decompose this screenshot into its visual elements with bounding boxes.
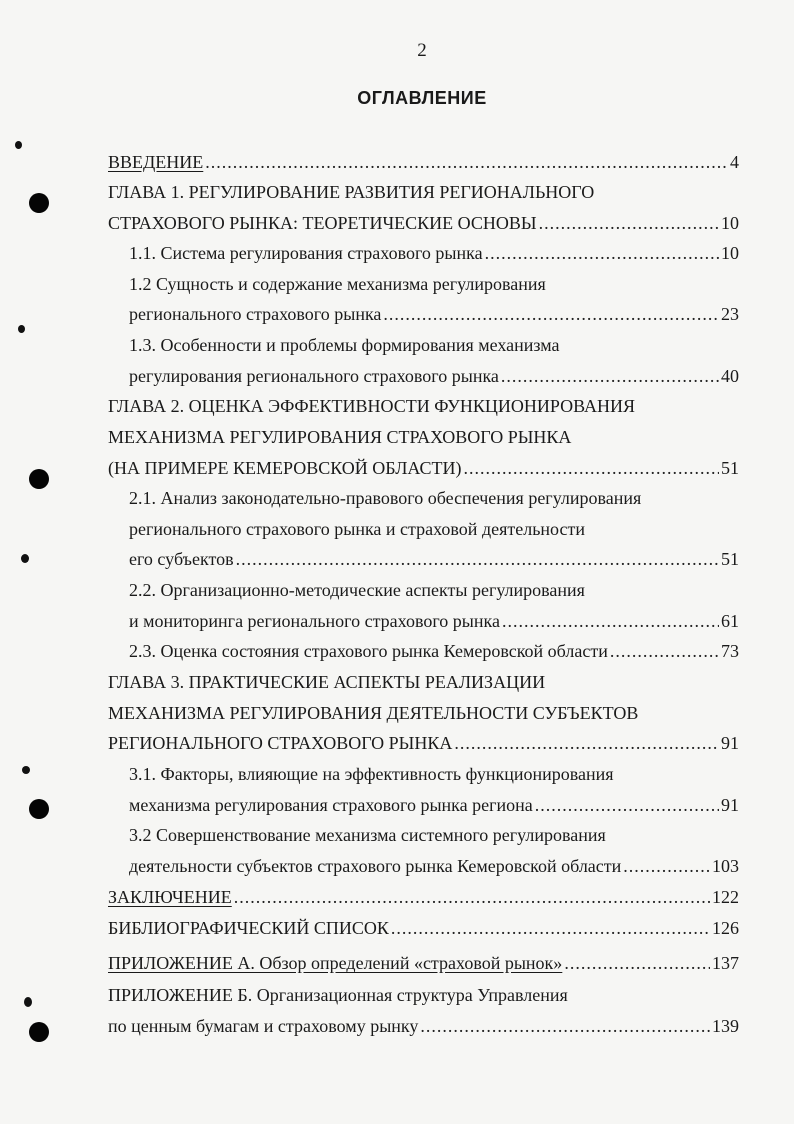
toc-chapter-1-line1[interactable]: ГЛАВА 1. РЕГУЛИРОВАНИЕ РАЗВИТИЯ РЕГИОНАЛЬНОГО bbox=[108, 182, 595, 202]
toc-entry-text: ПРИЛОЖЕНИЕ А. Обзор определений «страховой рынок» bbox=[108, 953, 563, 973]
toc-entry-text: 1.1. Система регулирования страхового рынка bbox=[129, 243, 483, 263]
toc-chapter-3-line2[interactable]: МЕХАНИЗМА РЕГУЛИРОВАНИЯ ДЕЯТЕЛЬНОСТИ СУБЪЕКТОВ bbox=[108, 703, 639, 723]
dot-leader bbox=[205, 151, 728, 173]
dot-leader bbox=[502, 610, 719, 632]
binder-hole bbox=[29, 469, 49, 489]
dot-leader bbox=[485, 242, 719, 264]
toc-title: ОГЛАВЛЕНИЕ bbox=[357, 88, 487, 108]
toc-page-number: 10 bbox=[721, 213, 739, 233]
toc-entry-appendix-b[interactable] bbox=[108, 1015, 739, 1037]
binder-hole bbox=[29, 193, 49, 213]
dot-leader bbox=[501, 365, 719, 387]
toc-entry-text: деятельности субъектов страхового рынка Кемеровской области bbox=[129, 856, 622, 876]
toc-page-number: 51 bbox=[721, 458, 739, 478]
toc-entry-text: (НА ПРИМЕРЕ КЕМЕРОВСКОЙ ОБЛАСТИ) bbox=[108, 458, 462, 478]
toc-section-1-3-line1[interactable]: 1.3. Особенности и проблемы формирования механизма bbox=[129, 335, 560, 355]
dot-leader bbox=[623, 855, 710, 877]
toc-entry-text: по ценным бумагам и страховому рынку bbox=[108, 1016, 419, 1036]
toc-entry-intro[interactable] bbox=[108, 151, 739, 173]
toc-section-1-3[interactable] bbox=[129, 365, 739, 387]
toc-section-3-1-line1[interactable]: 3.1. Факторы, влияющие на эффективность функционирования bbox=[129, 764, 614, 784]
toc-entry-conclusion[interactable] bbox=[108, 886, 739, 908]
scan-speck bbox=[24, 997, 32, 1007]
toc-section-1-2[interactable] bbox=[129, 303, 739, 325]
binder-hole bbox=[29, 1022, 49, 1042]
toc-entry-text: его субъектов bbox=[129, 549, 234, 569]
toc-page-number: 23 bbox=[721, 304, 739, 324]
toc-section-3-2-line1[interactable]: 3.2 Совершенствование механизма системного регулирования bbox=[129, 825, 606, 845]
toc-section-2-3[interactable] bbox=[129, 640, 739, 662]
toc-section-1-1[interactable] bbox=[129, 242, 739, 264]
toc-entry-text: 2.3. Оценка состояния страхового рынка Кемеровской области bbox=[129, 641, 608, 661]
toc-entry-text: регулирования регионального страхового рынка bbox=[129, 366, 499, 386]
toc-page-number: 103 bbox=[712, 856, 739, 876]
toc-page-number: 91 bbox=[721, 733, 739, 753]
toc-chapter-3[interactable] bbox=[108, 732, 739, 754]
toc-entry-text: РЕГИОНАЛЬНОГО СТРАХОВОГО РЫНКА bbox=[108, 733, 453, 753]
dot-leader bbox=[564, 952, 710, 974]
dot-leader bbox=[236, 548, 719, 570]
toc-page-number: 91 bbox=[721, 795, 739, 815]
toc-entry-text: ВВЕДЕНИЕ bbox=[108, 152, 204, 172]
scan-speck bbox=[18, 325, 25, 333]
toc-section-2-1[interactable] bbox=[129, 548, 739, 570]
toc-page-number: 139 bbox=[712, 1016, 739, 1036]
dot-leader bbox=[464, 457, 720, 479]
dot-leader bbox=[610, 640, 719, 662]
dot-leader bbox=[383, 303, 719, 325]
toc-entry-text: ЗАКЛЮЧЕНИЕ bbox=[108, 887, 232, 907]
toc-section-2-2-line1[interactable]: 2.2. Организационно-методические аспекты регулирования bbox=[129, 580, 585, 600]
toc-chapter-2-line1[interactable]: ГЛАВА 2. ОЦЕНКА ЭФФЕКТИВНОСТИ ФУНКЦИОНИРОВАНИЯ bbox=[108, 396, 635, 416]
toc-entry-text: и мониторинга регионального страхового рынка bbox=[129, 611, 500, 631]
toc-page-number: 4 bbox=[730, 152, 739, 172]
toc-section-2-1-line2[interactable]: регионального страхового рынка и страховой деятельности bbox=[129, 519, 585, 539]
toc-chapter-3-line1[interactable]: ГЛАВА 3. ПРАКТИЧЕСКИЕ АСПЕКТЫ РЕАЛИЗАЦИИ bbox=[108, 672, 546, 692]
toc-entry-appendix-a[interactable] bbox=[108, 952, 739, 974]
dot-leader bbox=[391, 917, 710, 939]
toc-page-number: 10 bbox=[721, 243, 739, 263]
toc-entry-text: БИБЛИОГРАФИЧЕСКИЙ СПИСОК bbox=[108, 918, 389, 938]
toc-chapter-1[interactable] bbox=[108, 212, 739, 234]
toc-page-number: 137 bbox=[712, 953, 739, 973]
binder-hole bbox=[29, 799, 49, 819]
toc-page-number: 51 bbox=[721, 549, 739, 569]
toc-page-number: 73 bbox=[721, 641, 739, 661]
dot-leader bbox=[539, 212, 719, 234]
toc-chapter-2-line2[interactable]: МЕХАНИЗМА РЕГУЛИРОВАНИЯ СТРАХОВОГО РЫНКА bbox=[108, 427, 572, 447]
toc-entry-bibliography[interactable] bbox=[108, 917, 739, 939]
toc-page-number: 126 bbox=[712, 918, 739, 938]
toc-page-number: 122 bbox=[712, 887, 739, 907]
scan-speck bbox=[22, 766, 30, 774]
toc-entry-appendix-b-line1[interactable]: ПРИЛОЖЕНИЕ Б. Организационная структура Управления bbox=[108, 985, 568, 1005]
toc-section-2-2[interactable] bbox=[129, 610, 739, 632]
dot-leader bbox=[234, 886, 710, 908]
toc-entry-text: механизма регулирования страхового рынка региона bbox=[129, 795, 533, 815]
toc-page-number: 40 bbox=[721, 366, 739, 386]
toc-chapter-2[interactable] bbox=[108, 457, 739, 479]
page-number: 2 bbox=[417, 40, 427, 61]
scan-speck bbox=[21, 554, 29, 563]
scan-speck bbox=[15, 141, 22, 149]
toc-entry-text: СТРАХОВОГО РЫНКА: ТЕОРЕТИЧЕСКИЕ ОСНОВЫ bbox=[108, 213, 537, 233]
toc-section-2-1-line1[interactable]: 2.1. Анализ законодательно-правового обеспечения регулирования bbox=[129, 488, 642, 508]
dot-leader bbox=[420, 1015, 710, 1037]
dot-leader bbox=[454, 732, 719, 754]
toc-section-3-2[interactable] bbox=[129, 855, 739, 877]
toc-section-1-2-line1[interactable]: 1.2 Сущность и содержание механизма регулирования bbox=[129, 274, 546, 294]
dot-leader bbox=[535, 794, 719, 816]
toc-page-number: 61 bbox=[721, 611, 739, 631]
toc-entry-text: регионального страхового рынка bbox=[129, 304, 382, 324]
toc-section-3-1[interactable] bbox=[129, 794, 739, 816]
